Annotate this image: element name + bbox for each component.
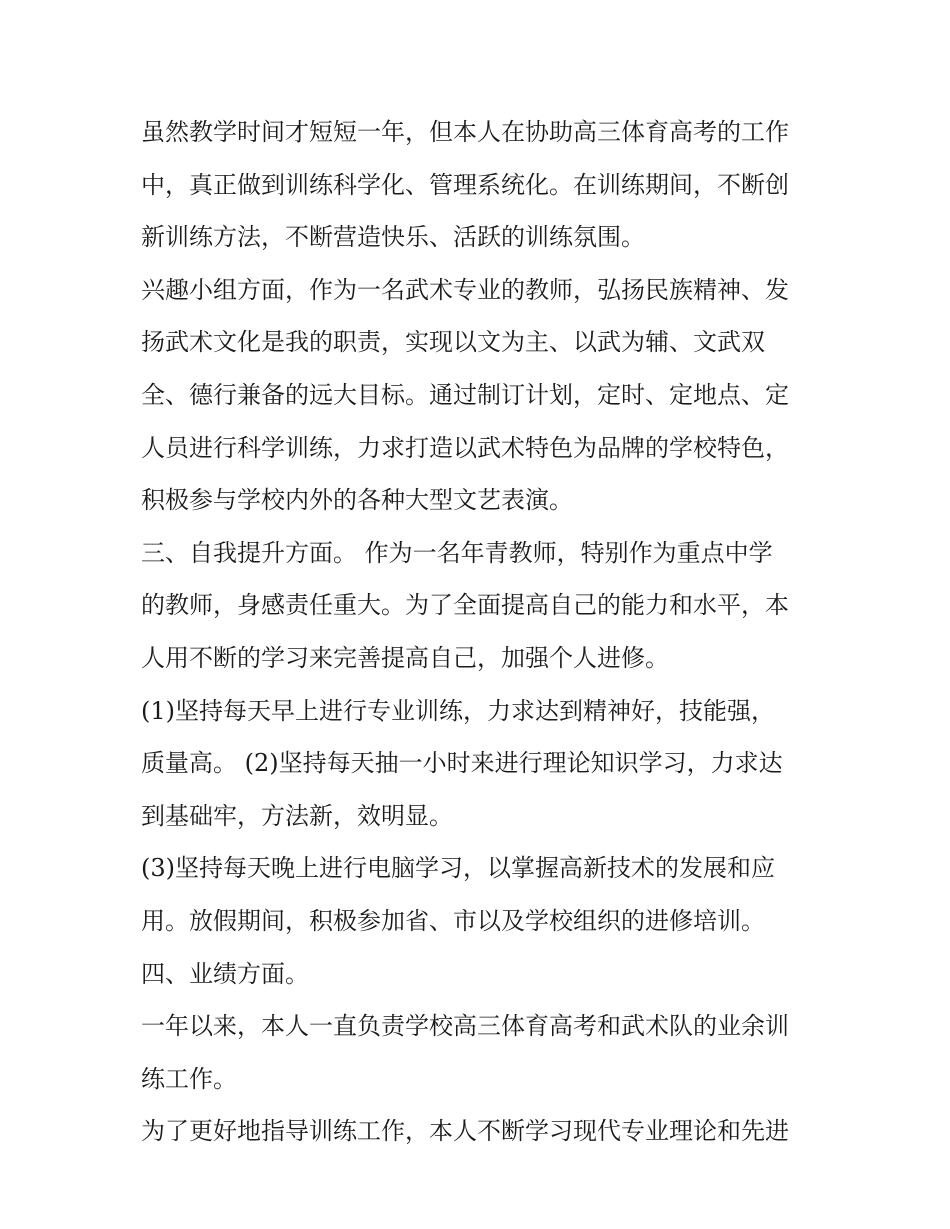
text-line: 中，真正做到训练科学化、管理系统化。在训练期间，不断创 [141,170,789,199]
text-line: (3)坚持每天晚上进行电脑学习，以掌握高新技术的发展和应 [141,854,775,883]
text-line: 的教师，身感责任重大。为了全面提高自己的能力和水平，本 [141,591,789,620]
text-line: (1)坚持每天早上进行专业训练，力求达到精神好，技能强， [141,696,775,725]
text-line: 虽然教学时间才短短一年，但本人在协助高三体育高考的工作 [141,118,789,146]
text-line: 全、德行兼备的远大目标。通过制订计划，定时、定地点、定 [141,380,789,409]
text-line: 扬武术文化是我的职责，实现以文为主、以武为辅、文武双 [141,328,765,357]
text-line: 积极参与学校内外的各种大型文艺表演。 [141,486,573,515]
text-line: 为了更好地指导训练工作，本人不断学习现代专业理论和先进 [141,1117,789,1146]
text-line: 人用不断的学习来完善提高自己，加强个人进修。 [141,643,669,672]
text-line: 兴趣小组方面，作为一名武术专业的教师，弘扬民族精神、发 [141,275,789,304]
text-line: 新训练方法，不断营造快乐、活跃的训练氛围。 [141,223,645,252]
text-line: 到基础牢，方法新，效明显。 [141,801,453,830]
text-line: 三、自我提升方面。 作为一名年青教师，特别作为重点中学 [141,538,773,567]
text-line: 四、业绩方面。 [141,959,309,988]
text-line: 练工作。 [141,1064,237,1093]
document-body [141,106,821,1158]
text-line: 人员进行科学训练，力求打造以武术特色为品牌的学校特色， [141,433,789,462]
text-line: 质量高。 (2)坚持每天抽一小时来进行理论知识学习，力求达 [141,749,783,778]
text-line: 一年以来，本人一直负责学校高三体育高考和武术队的业余训 [141,1012,789,1041]
text-line: 用。放假期间，积极参加省、市以及学校组织的进修培训。 [141,906,765,935]
